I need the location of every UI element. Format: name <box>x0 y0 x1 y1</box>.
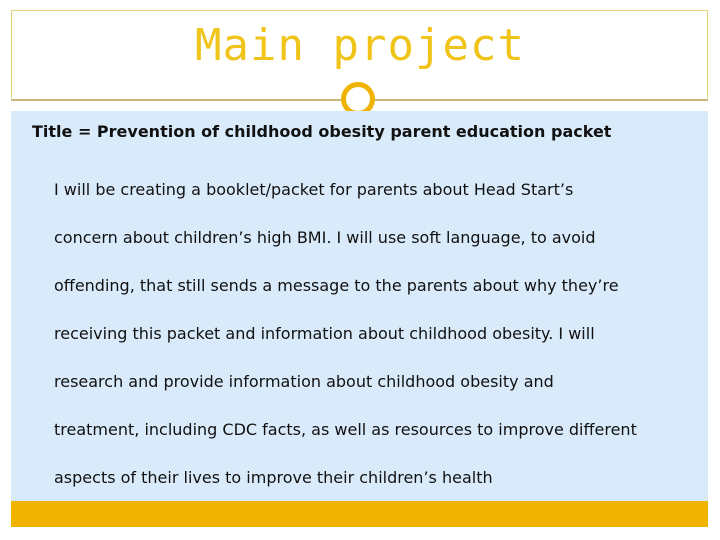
body-line: I will be creating a booklet/packet for parents about Head Start’s <box>54 180 574 199</box>
body-line: offending, that still sends a message to the parents about why they’re <box>54 276 619 295</box>
body-line: treatment, including CDC facts, as well as resources to improve different <box>54 420 637 439</box>
body-line: receiving this packet and information about childhood obesity. I will <box>54 324 595 343</box>
body-text <box>54 166 694 502</box>
body-line: aspects of their lives to improve their children’s health <box>54 468 493 487</box>
body-line: concern about children’s high BMI. I will use soft language, to avoid <box>54 228 596 247</box>
bottom-accent-bar <box>11 501 708 527</box>
slide-title: Main project <box>195 20 525 71</box>
project-title-line: Title = Prevention of childhood obesity parent education packet <box>32 122 612 141</box>
body-line: research and provide information about childhood obesity and <box>54 372 554 391</box>
